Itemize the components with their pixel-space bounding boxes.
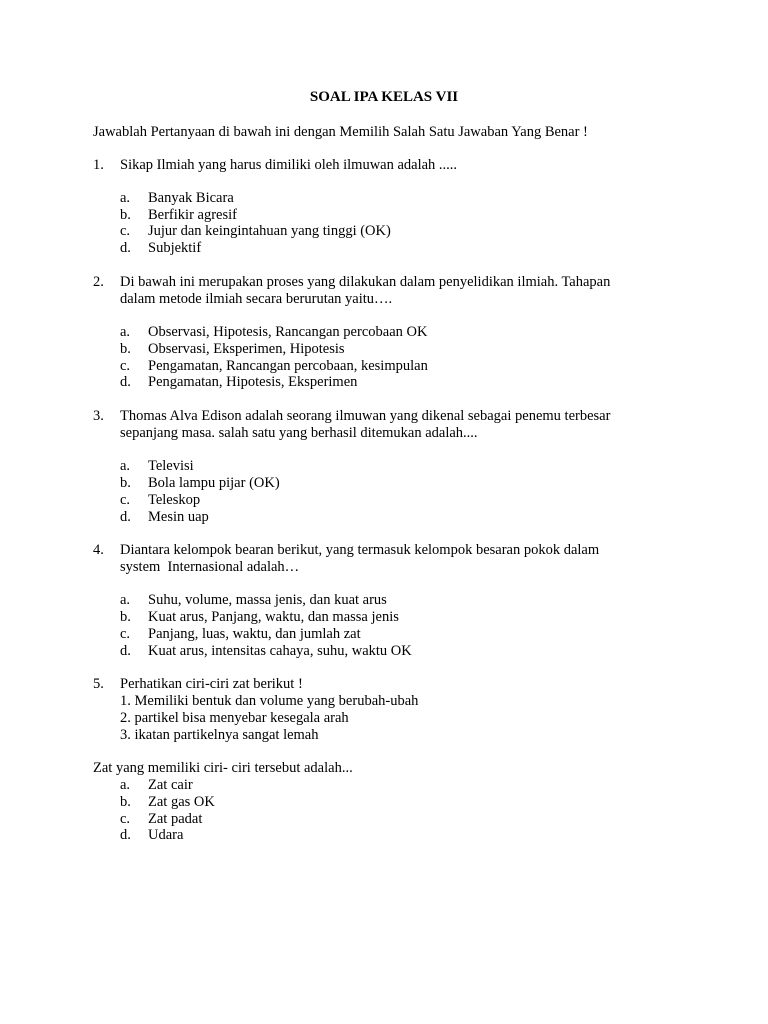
option-letter: c. <box>120 492 131 508</box>
option-text: Kuat arus, intensitas cahaya, suhu, waktu OK <box>148 643 412 659</box>
option-text: Zat gas OK <box>148 794 215 810</box>
option-text: Banyak Bicara <box>148 190 234 206</box>
question-text: Di bawah ini merupakan proses yang dilakukan dalam penyelidikan ilmiah. Tahapan <box>120 274 611 290</box>
page-title: SOAL IPA KELAS VII <box>309 89 459 105</box>
option-text: Observasi, Hipotesis, Rancangan percobaan OK <box>148 324 428 340</box>
question-statement: 3. ikatan partikelnya sangat lemah <box>120 727 319 743</box>
option-text: Panjang, luas, waktu, dan jumlah zat <box>148 626 361 642</box>
option-text: Zat cair <box>148 777 193 793</box>
option-letter: d. <box>120 240 131 256</box>
option-letter: c. <box>120 223 131 239</box>
question-number: 1. <box>93 157 104 173</box>
option-text: Televisi <box>148 458 194 474</box>
question-statement: 1. Memiliki bentuk dan volume yang berubah-ubah <box>120 693 419 709</box>
option-letter: d. <box>120 509 131 525</box>
question-text: Sikap Ilmiah yang harus dimiliki oleh ilmuwan adalah ..... <box>120 157 458 173</box>
option-letter: c. <box>120 626 131 642</box>
option-text: Pengamatan, Hipotesis, Eksperimen <box>148 374 358 390</box>
option-letter: a. <box>120 458 131 474</box>
option-text: Teleskop <box>148 492 201 508</box>
option-text: Pengamatan, Rancangan percobaan, kesimpulan <box>148 358 428 374</box>
option-text: Mesin uap <box>148 509 209 525</box>
question-statement: 2. partikel bisa menyebar kesegala arah <box>120 710 349 726</box>
question-followup: Zat yang memiliki ciri- ciri tersebut adalah... <box>93 760 353 776</box>
option-letter: d. <box>120 643 131 659</box>
option-text: Observasi, Eksperimen, Hipotesis <box>148 341 345 357</box>
question-text: Diantara kelompok bearan berikut, yang termasuk kelompok besaran pokok dalam <box>120 542 600 558</box>
option-letter: b. <box>120 794 131 810</box>
option-letter: d. <box>120 374 131 390</box>
option-text: Berfikir agresif <box>148 207 237 223</box>
option-text: Bola lampu pijar (OK) <box>148 475 280 491</box>
option-letter: a. <box>120 777 131 793</box>
question-number: 2. <box>93 274 104 290</box>
question-text: sepanjang masa. salah satu yang berhasil ditemukan adalah.... <box>120 425 478 441</box>
option-letter: a. <box>120 190 131 206</box>
option-text: Udara <box>148 827 184 843</box>
question-text: Perhatikan ciri-ciri zat berikut ! <box>120 676 303 692</box>
option-text: Jujur dan keingintahuan yang tinggi (OK) <box>148 223 391 239</box>
question-number: 3. <box>93 408 104 424</box>
question-text: Thomas Alva Edison adalah seorang ilmuwan yang dikenal sebagai penemu terbesar <box>120 408 611 424</box>
question-text: system Internasional adalah… <box>120 559 300 575</box>
option-letter: d. <box>120 827 131 843</box>
option-letter: b. <box>120 207 131 223</box>
option-text: Subjektif <box>148 240 202 256</box>
question-number: 4. <box>93 542 104 558</box>
option-text: Zat padat <box>148 811 203 827</box>
option-letter: a. <box>120 592 131 608</box>
question-number: 5. <box>93 676 104 692</box>
option-text: Kuat arus, Panjang, waktu, dan massa jenis <box>148 609 399 625</box>
option-letter: b. <box>120 475 131 491</box>
option-letter: b. <box>120 341 131 357</box>
option-letter: c. <box>120 811 131 827</box>
question-text: dalam metode ilmiah secara berurutan yaitu…. <box>120 291 393 307</box>
instruction-text: Jawablah Pertanyaan di bawah ini dengan Memilih Salah Satu Jawaban Yang Benar ! <box>93 124 588 140</box>
option-text: Suhu, volume, massa jenis, dan kuat arus <box>148 592 387 608</box>
option-letter: b. <box>120 609 131 625</box>
option-letter: a. <box>120 324 131 340</box>
option-letter: c. <box>120 358 131 374</box>
